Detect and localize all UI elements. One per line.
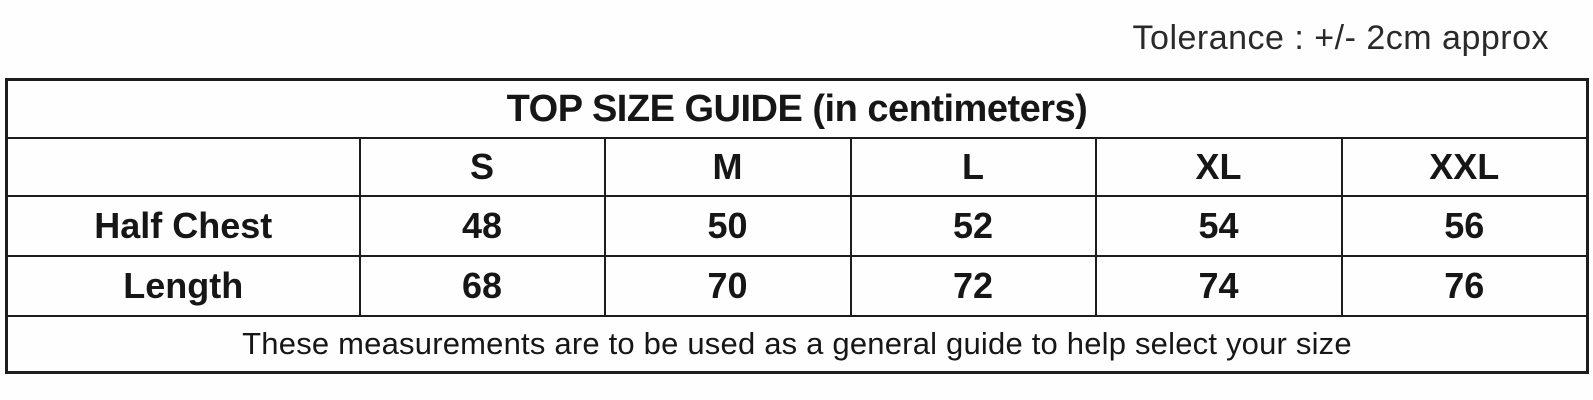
table-footnote: These measurements are to be used as a general guide to help select your size [7, 316, 1588, 373]
tolerance-note: Tolerance : +/- 2cm approx [1132, 19, 1549, 57]
cell-length-m: 70 [605, 256, 851, 316]
cell-length-xl: 74 [1096, 256, 1342, 316]
cell-half-chest-xxl: 56 [1342, 196, 1588, 256]
size-col-header-m: M [605, 138, 851, 196]
table-row-half-chest [7, 196, 1588, 256]
table-title-row [7, 80, 1588, 139]
cell-half-chest-s: 48 [360, 196, 605, 256]
size-col-header-xxl: XXL [1342, 138, 1588, 196]
size-col-header-xl: XL [1096, 138, 1342, 196]
size-col-header-s: S [360, 138, 605, 196]
size-header-row [7, 138, 1588, 196]
row-label-length: Length [7, 256, 360, 316]
cell-length-xxl: 76 [1342, 256, 1588, 316]
corner-cell [7, 138, 360, 196]
cell-length-l: 72 [851, 256, 1096, 316]
row-label-half-chest: Half Chest [7, 196, 360, 256]
size-col-header-l: L [851, 138, 1096, 196]
top-size-guide-table [5, 78, 1589, 374]
cell-half-chest-l: 52 [851, 196, 1096, 256]
cell-half-chest-m: 50 [605, 196, 851, 256]
cell-half-chest-xl: 54 [1096, 196, 1342, 256]
table-footnote-row [7, 316, 1588, 373]
table-title: TOP SIZE GUIDE (in centimeters) [7, 80, 1588, 139]
cell-length-s: 68 [360, 256, 605, 316]
table-row-length [7, 256, 1588, 316]
